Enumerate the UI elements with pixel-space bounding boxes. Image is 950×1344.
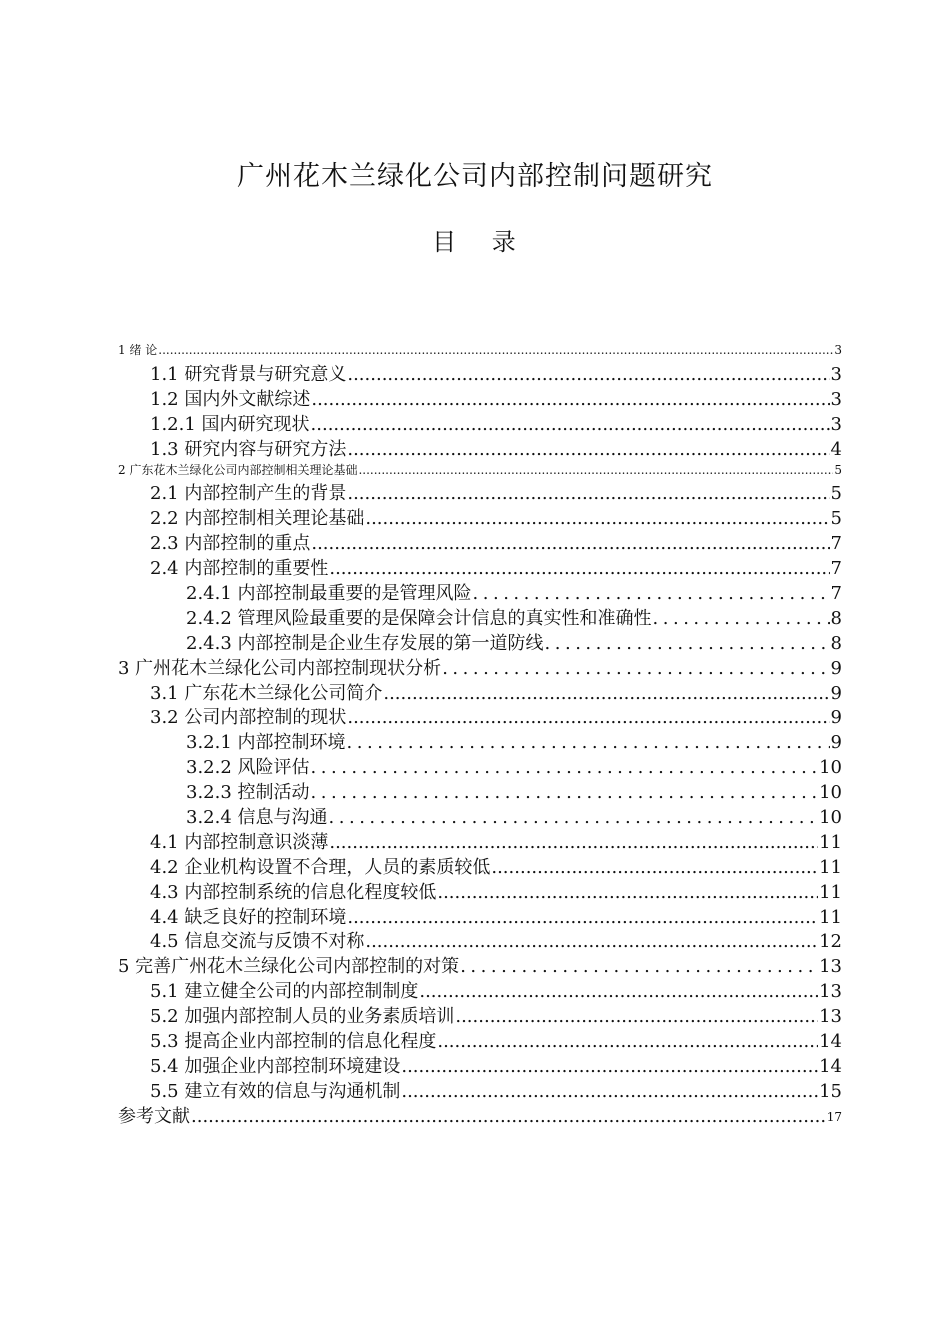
toc-leader	[347, 908, 818, 928]
toc-entry-label: 2.3 内部控制的重点	[150, 533, 311, 555]
toc-entry[interactable]	[118, 952, 842, 977]
toc-entry-page: 10	[819, 757, 842, 779]
toc-leader	[401, 1057, 818, 1077]
toc-entry-page: 10	[819, 782, 842, 804]
toc-entry[interactable]	[118, 340, 842, 360]
toc-leader	[491, 858, 818, 878]
toc-entry[interactable]	[118, 778, 842, 803]
toc-leader	[347, 365, 829, 385]
toc-leader	[437, 1032, 818, 1052]
toc-entry[interactable]	[118, 704, 842, 729]
toc-entry-page: 7	[830, 583, 842, 605]
toc-leader	[653, 609, 830, 629]
toc-entry-page: 11	[819, 906, 842, 928]
toc-entry-page: 3	[830, 388, 842, 410]
toc-entry-label: 2 广东花木兰绿化公司内部控制相关理论基础	[118, 462, 358, 477]
toc-leader	[365, 509, 829, 529]
toc-entry[interactable]	[118, 903, 842, 928]
toc-entry-page: 13	[819, 956, 842, 978]
toc-entry-label: 2.4 内部控制的重要性	[150, 558, 329, 580]
toc-entry[interactable]	[118, 1077, 842, 1102]
toc-entry[interactable]	[118, 828, 842, 853]
toc-leader	[347, 708, 829, 728]
toc-entry-page: 17	[826, 1109, 842, 1124]
toc-entry-page: 14	[819, 1031, 842, 1053]
toc-entry[interactable]	[118, 853, 842, 878]
toc-entry[interactable]	[118, 803, 842, 828]
toc-leader	[347, 484, 829, 504]
toc-entry-page: 5	[834, 462, 842, 477]
toc-leader	[347, 733, 830, 753]
toc-entry[interactable]	[118, 1052, 842, 1077]
toc-entry-label: 2.1 内部控制产生的背景	[150, 483, 347, 505]
toc-entry-page: 7	[830, 558, 842, 580]
toc-leader	[311, 390, 829, 410]
toc-leader	[347, 440, 829, 460]
toc-entry[interactable]	[118, 579, 842, 604]
toc-entry[interactable]	[118, 529, 842, 554]
toc-heading: 目 录	[432, 228, 518, 256]
toc-entry[interactable]	[118, 629, 842, 654]
toc-entry-label: 3.2.2 风险评估	[186, 757, 310, 779]
toc-entry-label: 5.4 加强企业内部控制环境建设	[150, 1055, 401, 1077]
toc-entry[interactable]	[118, 385, 842, 410]
toc-leader	[365, 932, 818, 952]
toc-entry-page: 3	[830, 413, 842, 435]
toc-entry[interactable]	[118, 554, 842, 579]
toc-entry-label: 5.3 提高企业内部控制的信息化程度	[150, 1031, 437, 1053]
toc-leader	[311, 758, 819, 778]
toc-entry-page: 15	[819, 1080, 842, 1102]
toc-leader	[311, 534, 829, 554]
toc-entry-label: 1.3 研究内容与研究方法	[150, 438, 347, 460]
toc-leader	[311, 783, 819, 803]
toc-entry-page: 14	[819, 1055, 842, 1077]
toc-leader	[442, 659, 829, 679]
toc-entry-label: 4.5 信息交流与反馈不对称	[150, 931, 365, 953]
toc-entry-label: 3.2.1 内部控制环境	[186, 732, 346, 754]
table-of-contents	[118, 340, 842, 1127]
toc-entry-label: 5.1 建立健全公司的内部控制制度	[150, 981, 419, 1003]
toc-entry-page: 3	[834, 343, 842, 357]
toc-entry-page: 5	[830, 483, 842, 505]
toc-entry[interactable]	[118, 435, 842, 460]
toc-entry-label: 1.2.1 国内研究现状	[150, 413, 310, 435]
toc-leader	[329, 808, 819, 828]
toc-leader	[437, 883, 818, 903]
toc-entry-label: 1 绪 论	[118, 343, 158, 357]
toc-entry[interactable]	[118, 878, 842, 903]
toc-entry[interactable]	[118, 679, 842, 704]
toc-entry[interactable]	[118, 728, 842, 753]
toc-entry-page: 13	[819, 1006, 842, 1028]
toc-entry-page: 3	[830, 363, 842, 385]
toc-entry[interactable]	[118, 1102, 842, 1127]
toc-entry-label: 2.4.2 管理风险最重要的是保障会计信息的真实性和准确性	[186, 607, 652, 629]
toc-entry-label: 3.1 广东花木兰绿化公司简介	[150, 682, 383, 704]
toc-leader	[545, 634, 830, 654]
toc-entry-page: 8	[830, 607, 842, 629]
toc-entry-page: 9	[830, 657, 842, 679]
toc-entry[interactable]	[118, 480, 842, 505]
toc-entry-label: 2.4.3 内部控制是企业生存发展的第一道防线	[186, 632, 544, 654]
toc-leader	[158, 340, 833, 360]
toc-entry[interactable]	[118, 1027, 842, 1052]
toc-entry-label: 2.2 内部控制相关理论基础	[150, 508, 365, 530]
toc-entry-page: 5	[830, 508, 842, 530]
toc-entry-page: 10	[819, 807, 842, 829]
toc-entry[interactable]	[118, 504, 842, 529]
toc-entry-page: 9	[830, 707, 842, 729]
toc-entry-label: 参考文献	[118, 1105, 190, 1127]
toc-entry[interactable]	[118, 410, 842, 435]
document-title: 广州花木兰绿化公司内部控制问题研究	[237, 161, 713, 192]
toc-leader	[419, 982, 818, 1002]
toc-entry-page: 7	[830, 533, 842, 555]
toc-entry-page: 4	[830, 438, 842, 460]
toc-entry[interactable]	[118, 460, 842, 480]
toc-leader	[460, 957, 818, 977]
toc-leader	[358, 460, 833, 480]
toc-entry-label: 3 广州花木兰绿化公司内部控制现状分析	[118, 657, 442, 679]
toc-entry-label: 4.3 内部控制系统的信息化程度较低	[150, 881, 437, 903]
toc-leader	[473, 584, 830, 604]
toc-entry-label: 1.1 研究背景与研究意义	[150, 363, 347, 385]
toc-entry[interactable]	[118, 360, 842, 385]
toc-entry-page: 11	[819, 881, 842, 903]
toc-leader	[455, 1007, 818, 1027]
toc-leader	[329, 833, 818, 853]
toc-entry-label: 2.4.1 内部控制最重要的是管理风险	[186, 583, 472, 605]
toc-entry[interactable]	[118, 928, 842, 953]
toc-entry-page: 8	[830, 632, 842, 654]
toc-entry-page: 9	[830, 732, 842, 754]
toc-entry-label: 4.2 企业机构设置不合理，人员的素质较低	[150, 856, 491, 878]
toc-entry-label: 3.2.3 控制活动	[186, 782, 310, 804]
toc-entry-page: 12	[819, 931, 842, 953]
toc-entry-page: 13	[819, 981, 842, 1003]
toc-entry-page: 9	[830, 682, 842, 704]
toc-entry-label: 4.1 内部控制意识淡薄	[150, 831, 329, 853]
toc-leader	[311, 415, 830, 435]
toc-entry-label: 5.5 建立有效的信息与沟通机制	[150, 1080, 401, 1102]
toc-leader	[401, 1082, 818, 1102]
toc-entry-label: 5 完善广州花木兰绿化公司内部控制的对策	[118, 956, 460, 978]
toc-entry-page: 11	[819, 856, 842, 878]
toc-entry-label: 3.2.4 信息与沟通	[186, 807, 328, 829]
toc-entry-label: 5.2 加强内部控制人员的业务素质培训	[150, 1006, 455, 1028]
toc-leader	[329, 559, 829, 579]
toc-leader	[191, 1107, 826, 1127]
toc-entry[interactable]	[118, 654, 842, 679]
toc-entry-label: 3.2 公司内部控制的现状	[150, 707, 347, 729]
toc-entry[interactable]	[118, 604, 842, 629]
toc-entry-page: 11	[819, 831, 842, 853]
toc-entry-label: 1.2 国内外文献综述	[150, 388, 311, 410]
toc-leader	[383, 684, 829, 704]
toc-entry[interactable]	[118, 1002, 842, 1027]
toc-entry-label: 4.4 缺乏良好的控制环境	[150, 906, 347, 928]
toc-entry[interactable]	[118, 977, 842, 1002]
toc-entry[interactable]	[118, 753, 842, 778]
